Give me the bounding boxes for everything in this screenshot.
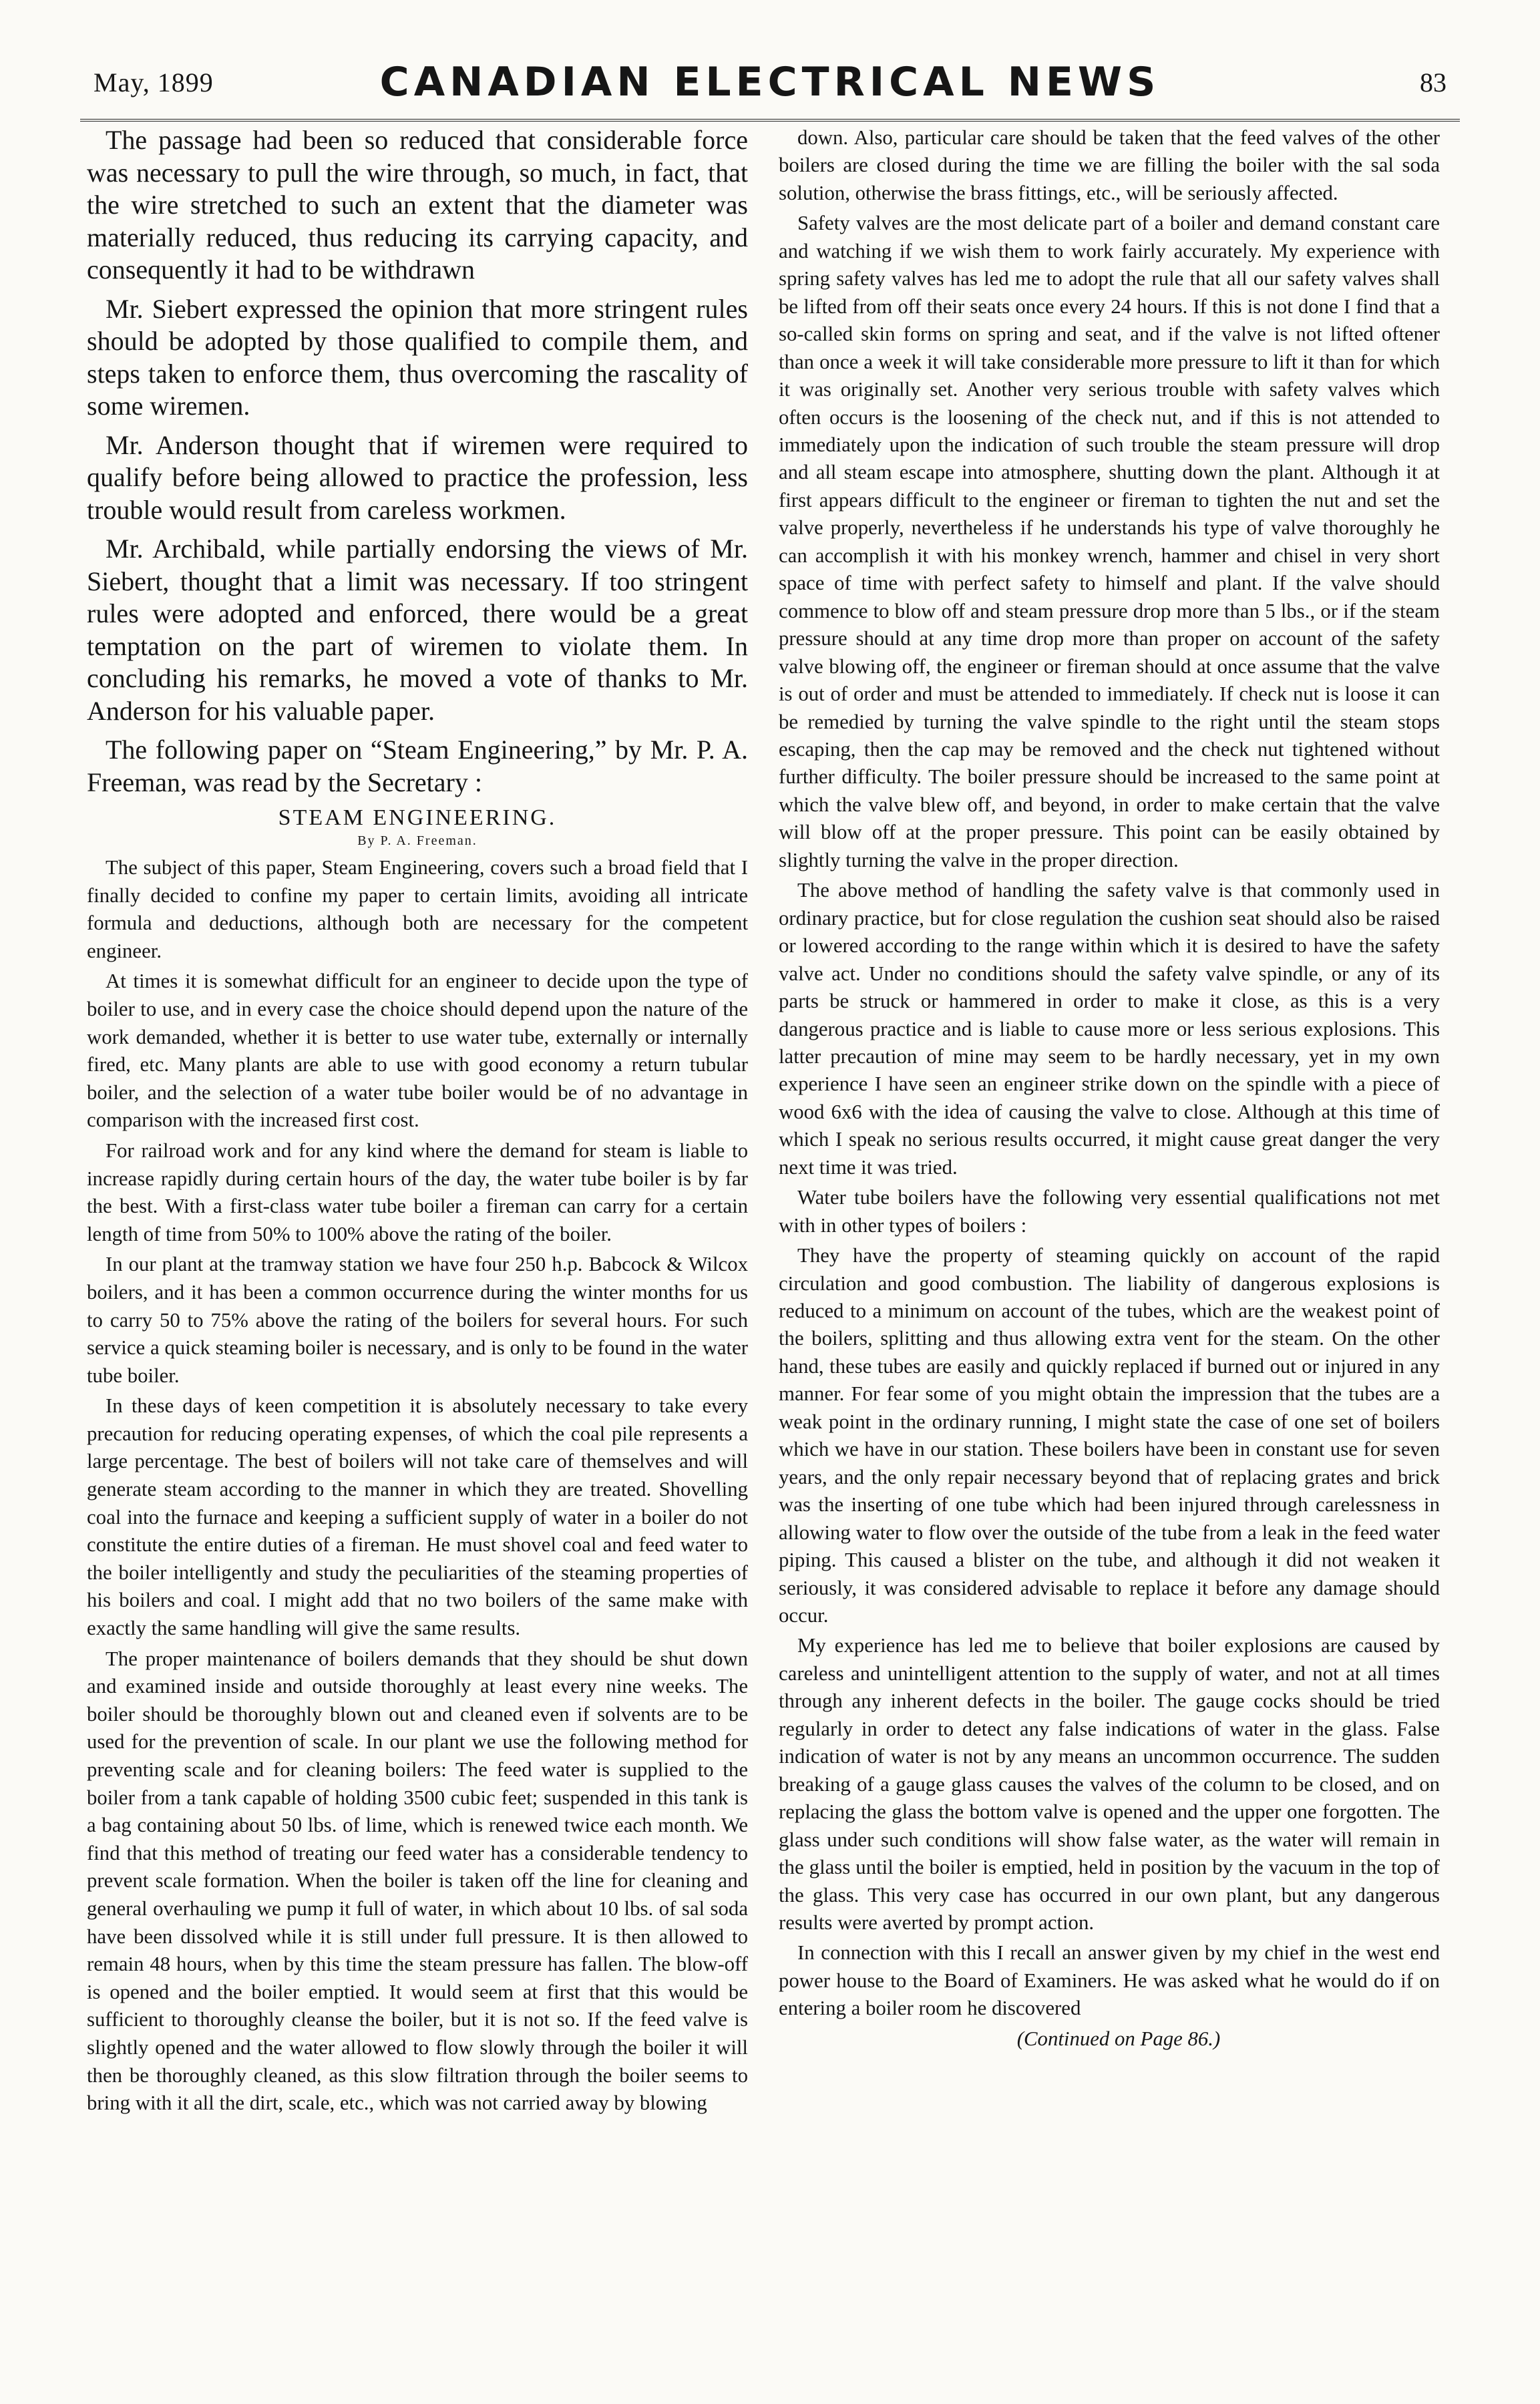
section-title: STEAM ENGINEERING.	[278, 805, 557, 830]
paragraph: The subject of this paper, Steam Engineering, covers such a broad field that I finally decided to confine my paper to certain limits, avoiding all intricate formula and deductions, although both are necessary for the competent engineer.	[87, 856, 748, 962]
paragraph: The following paper on “Steam Engineering,” by Mr. P. A. Freeman, was read by the Secretary :	[87, 735, 748, 797]
paragraph: For railroad work and for any kind where the demand for steam is liable to increase rapidly during certain hours of the day, the water tube boiler is by far the best. With a first-class water tube boiler a fireman can carry for a certain length of time from 50% to 100% above the rating of the boiler.	[87, 1139, 748, 1245]
paragraph: Mr. Anderson thought that if wiremen were required to qualify before being allowed to practice the profession, less trouble would result from careless workmen.	[87, 429, 748, 525]
paragraph: The above method of handling the safety valve is that commonly used in ordinary practice, but for close regulation the cushion seat should also be raised or lowered according to the range within which it is desired to have the safety valve act. Under no conditions should the safety valve spindle, or any of its parts be struck or hammered in order to make it close, as this is a very dangerous practice and is liable to cause more or less serious explosions. This latter precaution of mine may seem to be hardly necessary, yet in my own experience I have seen an engineer strike down on the spindle with a piece of wood 6x6 with the idea of causing the valve to close. Although at this time of which I speak no serious results occurred, it might cause great danger the very next time it was tried.	[779, 879, 1440, 1179]
paragraph: They have the property of steaming quickly on account of the rapid circulation and good combustion. The liability of dangerous explosions is reduced to a minimum on account of the tubes, which are the weakest point of the boilers, splitting and thus allowing extra vent for the steam. On the other hand, these tubes are easily and quickly replaced if burned out or injured in any manner. For fear some of you might obtain the impression that the tubes are a weak point in the ordinary running, I might state the case of one set of boilers which we have in our station. These boilers have been in constant use for seven years, and the only repair necessary beyond that of replacing grates and brick was the inserting of one tube which had been injured through carelessness in allowing water to flow over the outside of the tube from a leak in the feed water piping. This caused a blister on the tube, and although it did not weaken it seriously, it was considered advisable to replace it before any damage should occur.	[779, 1244, 1440, 1627]
right-column	[779, 124, 1440, 2055]
paragraph: In these days of keen competition it is absolutely necessary to take every precaution for reducing operating expenses, of which the coal pile represents a large percentage. The best of boilers will not take care of themselves and will generate steam according to the manner in which they are treated. Shovelling coal into the furnace and keeping a sufficient supply of water in a boiler do not constitute the entire duties of a fireman. He must shovel coal and feed water to the boiler intelligently and study the peculiarities of the steaming properties of his boilers and coal. I might add that no two boilers of the same make with exactly the same handling will give the same results.	[87, 1394, 748, 1640]
paragraph: In connection with this I recall an answer given by my chief in the west end power house to the Board of Examiners. He was asked what he would do if on entering a boiler room he discovered	[779, 1941, 1440, 2020]
article-body-left	[87, 854, 748, 2118]
author-byline: By P. A. Freeman.	[357, 833, 477, 848]
issue-date: May, 1899	[93, 67, 214, 97]
masthead-title: CANADIAN ELECTRICAL NEWS	[379, 59, 1161, 106]
paragraph: At times it is somewhat difficult for an engineer to decide upon the type of boiler to use, and in every case the choice should depend upon the nature of the work demanded, whether it is better to use water tube, externally or internally fired, etc. Many plants are able to use with good economy a return tubular boiler, and the selection of a water tube boiler would be of no advantage in comparison with the increased first cost.	[87, 970, 748, 1132]
left-column	[87, 124, 748, 2120]
paragraph: Mr. Archibald, while partially endorsing the views of Mr. Siebert, thought that a limit was necessary. If too stringent rules were adopted and enforced, there would be a great temptation on the part of wiremen to violate them. In concluding his remarks, he moved a vote of thanks to Mr. Anderson for his valuable paper.	[87, 534, 748, 726]
page-header	[80, 53, 1460, 114]
header-rule	[80, 119, 1460, 122]
paragraph: My experience has led me to believe that boiler explosions are caused by careless and unintelligent attention to the supply of water, and not at all times through any inherent defects in the boiler. The gauge cocks should be tried regularly in order to detect any false indications of water in the glass. False indication of water is not by any means an uncommon occurrence. The sudden breaking of a gauge glass causes the valves of the column to be closed, and on replacing the glass the bottom valve is opened and the upper one forgotten. The glass under such conditions will show false water, as the water will remain in the glass until the boiler is emptied, held in position by the vacuum in the top of the glass. This very case has occurred in our own plant, but any dangerous results were averted by prompt action.	[779, 1634, 1440, 1934]
paragraph: down. Also, particular care should be taken that the feed valves of the other boilers are closed during the time we are filling the boiler with the sal soda solution, otherwise the brass fittings, etc., will be seriously affected.	[779, 126, 1440, 204]
paragraph: Safety valves are the most delicate part of a boiler and demand constant care and watching if we wish them to work fairly accurately. My experience with spring safety valves has led me to adopt the rule that all our safety valves shall be lifted from off their seats once every 24 hours. If this is not done I find that a so-called skin forms on spring and seat, and if the valve is not lifted oftener than once a week it will take considerable more pressure to lift it than for which it was originally set. Another very serious trouble with safety valves which often occurs is the loosening of the check nut, and if this is not attended to immediately upon the indication of such trouble the steam pressure will drop and all steam escape into atmosphere, shutting down the plant. Although it at first appears difficult to the engineer or fireman to tighten the nut and set the valve properly, nevertheless if he understands his type of valve thoroughly he can accomplish it with his monkey wrench, hammer and chisel in very short space of time with perfect safety to himself and plant. If the valve should commence to blow off and steam pressure drop more than 5 lbs., or if the steam pressure should at any time drop more than proper on account of the safety valve blowing off, the engineer or fireman should at once assume that the valve is out of order and must be attended to immediately. If check nut is loose it can be remedied by turning the valve spindle to the right until the steam stops escaping, then the cap may be removed and the check nut tightened without further difficulty. The boiler pressure should be increased to the same point at which the valve blew off, and beyond, in order to make certain that the valve will blow off at the proper pressure. This point can be easily obtained by slightly turning the valve in the proper direction.	[779, 212, 1440, 871]
intro-text	[87, 124, 748, 799]
page-number: 83	[1420, 67, 1447, 97]
paragraph: Mr. Siebert expressed the opinion that more stringent rules should be adopted by those qualified to compile them, and steps taken to enforce them, thus overcoming the rascality of some wiremen.	[87, 293, 748, 421]
paragraph: Water tube boilers have the following very essential qualifications not met with in other types of boilers :	[779, 1186, 1440, 1237]
paragraph: In our plant at the tramway station we have four 250 h.p. Babcock & Wilcox boilers, and it has been a common occurrence during the winter months for us to carry 50 to 75% above the rating of the boilers for several hours. For such service a quick steaming boiler is necessary, and is only to be found in the water tube boiler.	[87, 1253, 748, 1387]
continued-note: (Continued on Page 86.)	[1016, 2027, 1221, 2050]
paragraph: The passage had been so reduced that considerable force was necessary to pull the wire through, so much, in fact, that the wire stretched to such an extent that the diameter was materially reduced, thus reducing its carrying capacity, and consequently it had to be withdrawn	[87, 125, 748, 284]
paragraph: The proper maintenance of boilers demands that they should be shut down and examined inside and outside thoroughly at least every nine weeks. The boiler should be thoroughly blown out and cleaned even if solvents are to be used for the prevention of scale. In our plant we use the following method for preventing scale and for cleaning boilers: The feed water is supplied to the boiler from a tank capable of holding 3500 cubic feet; suspended in this tank is a bag containing about 50 lbs. of lime, which is renewed twice each month. We find that this method of treating our feed water has a considerable tendency to prevent scale formation. When the boiler is taken off the line for cleaning and general overhauling we pump it full of water, in which about 10 lbs. of sal soda have been dissolved while it is still under full pressure. It is then allowed to remain 48 hours, when by this time the steam pressure has fallen. The blow-off is opened and the boiler emptied. It would seem at first that this would be sufficient to thoroughly cleanse the boiler, but it is not so. If the feed valve is slightly opened and the water allowed to flow slowly through the boiler it will then be thoroughly cleaned, as this slow filtration through the boiler seems to bring with it all the dirt, scale, etc., which was not carried away by blowing	[87, 1647, 748, 2115]
